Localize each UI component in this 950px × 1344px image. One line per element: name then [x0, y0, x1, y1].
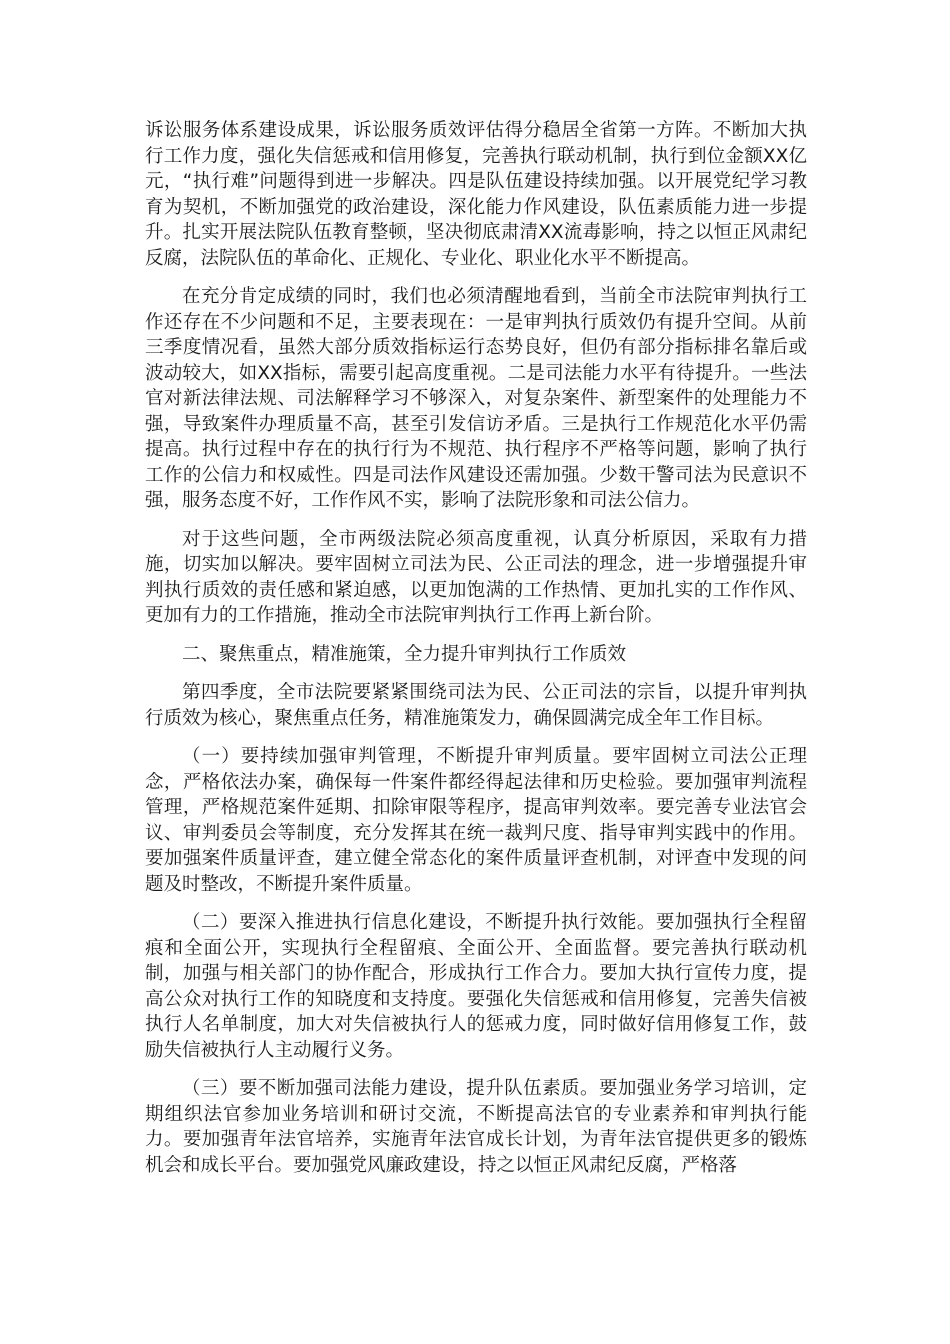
paragraph-solutions: 对于这些问题，全市两级法院必须高度重视，认真分析原因，采取有力措施，切实加以解决。要牢固树立司法为民、公正司法的理念，进一步增强提升审判执行质效的责任感和紧迫感，以更加饱满的工作热情、更加扎实的工作作风、更加有力的工作措施，推动全市法院审判执行工作再上新台阶。 — [145, 528, 807, 626]
section-heading-two: 二、聚焦重点，精准施策，全力提升审判执行工作质效 — [182, 643, 627, 665]
paragraph-q4-goal: 第四季度，全市法院要紧紧围绕司法为民、公正司法的宗旨，以提升审判执行质效为核心，聚焦重点任务，精准施策发力，确保圆满完成全年工作目标。 — [145, 682, 807, 729]
paragraph-achievements: 诉讼服务体系建设成果，诉讼服务质效评估得分稳居全省第一方阵。不断加大执行工作力度，强化失信惩戒和信用修复，完善执行联动机制，执行到位金额XX亿元，“执行难”问题得到进一步解决。四是队伍建设持续加强。以开展党纪学习教育为契机，不断加强党的政治建设，深化能力作风建设，队伍素质能力进一步提升。扎实开展法院队伍教育整顿，坚决彻底肃清XX流毒影响，持之以恒正风肃纪反腐，法院队伍的革命化、正规化、专业化、职业化水平不断提高。 — [145, 120, 807, 269]
paragraph-execution-informatization: （二）要深入推进执行信息化建设，不断提升执行效能。要加强执行全程留痕和全面公开，实现执行全程留痕、全面公开、全面监督。要完善执行联动机制，加强与相关部门的协作配合，形成执行工作合力。要加大执行宣传力度，提高公众对执行工作的知晓度和支持度。要强化失信惩戒和信用修复，完善失信被执行人名单制度，加大对失信被执行人的惩戒力度，同时做好信用修复工作，鼓励失信被执行人主动履行义务。 — [145, 912, 807, 1061]
paragraph-problems: 在充分肯定成绩的同时，我们也必须清醒地看到，当前全市法院审判执行工作还存在不少问题和不足，主要表现在：一是审判执行质效仍有提升空间。从前三季度情况看，虽然大部分质效指标运行态势良好，但仍有部分指标排名靠后或波动较大，如XX指标，需要引起高度重视。二是司法能力水平有待提升。一些法官对新法律法规、司法解释学习不够深入，对复杂案件、新型案件的处理能力不强，导致案件办理质量不高，甚至引发信访矛盾。三是执行工作规范化水平仍需提高。执行过程中存在的执行行为不规范、执行程序不严格等问题，影响了执行工作的公信力和权威性。四是司法作风建设还需加强。少数干警司法为民意识不强，服务态度不好，工作作风不实，影响了法院形象和司法公信力。 — [145, 286, 807, 511]
document-page — [145, 118, 807, 1191]
paragraph-judicial-capacity: （三）要不断加强司法能力建设，提升队伍素质。要加强业务学习培训，定期组织法官参加业务培训和研讨交流，不断提高法官的专业素养和审判执行能力。要加强青年法官培养，实施青年法官成长计划，为青年法官提供更多的锻炼机会和成长平台。要加强党风廉政建设，持之以恒正风肃纪反腐，严格落 — [145, 1078, 807, 1176]
paragraph-trial-management: （一）要持续加强审判管理，不断提升审判质量。要牢固树立司法公正理念，严格依法办案，确保每一件案件都经得起法律和历史检验。要加强审判流程管理，严格规范案件延期、扣除审限等程序，提高审判效率。要完善专业法官会议、审判委员会等制度，充分发挥其在统一裁判尺度、指导审判实践中的作用。要加强案件质量评查，建立健全常态化的案件质量评查机制，对评查中发现的问题及时整改，不断提升案件质量。 — [145, 746, 807, 895]
